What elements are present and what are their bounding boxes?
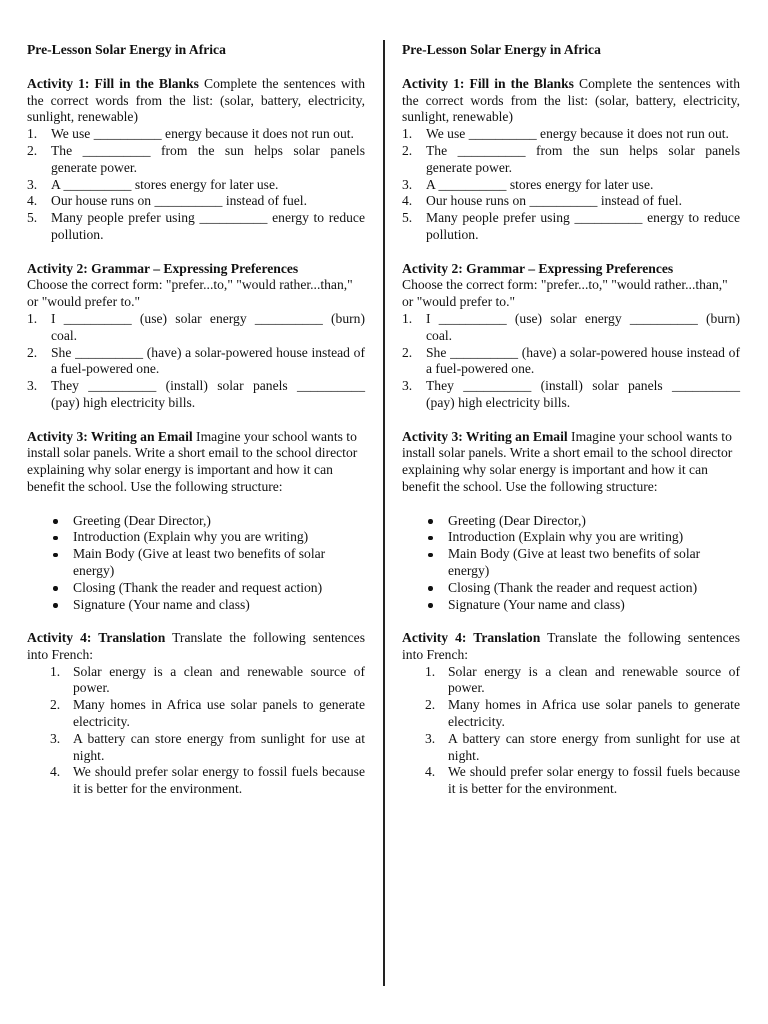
list-item: [402, 546, 740, 580]
item-number: 2.: [27, 142, 38, 158]
list-item: [402, 513, 740, 530]
list-item: [27, 126, 365, 143]
item-number: 1.: [402, 310, 413, 326]
list-item: [402, 311, 740, 345]
activity-4: [27, 630, 365, 798]
list-item: [27, 193, 365, 210]
bullet-icon: [53, 603, 58, 608]
item-number: 4.: [27, 193, 38, 209]
activity-4-instructions: Translate the following sentences into French:: [27, 630, 365, 662]
activity-3-heading: Activity 3: Writing an Email: [402, 428, 568, 444]
item-text: I __________ (use) solar energy __________ (burn) coal.: [51, 310, 365, 343]
activity-2-heading: Activity 2: Grammar – Expressing Preferences: [402, 260, 674, 276]
activity-2-heading: Activity 2: Grammar – Expressing Preferences: [27, 260, 299, 276]
item-number: 1.: [27, 310, 38, 326]
item-number: 4.: [50, 764, 61, 780]
item-text: Many homes in Africa use solar panels to generate electricity.: [448, 697, 740, 730]
activity-1: [402, 76, 740, 244]
item-number: 2.: [402, 344, 413, 360]
list-item: [27, 210, 365, 244]
bullet-icon: [428, 536, 433, 541]
activity-3: [402, 429, 740, 614]
list-item: [402, 345, 740, 379]
item-text: A __________ stores energy for later use.: [51, 176, 279, 192]
item-text: She __________ (have) a solar-powered house instead of a fuel-powered one.: [51, 344, 365, 377]
activity-4-intro: [27, 630, 365, 664]
list-item: [402, 580, 740, 597]
item-number: 3.: [425, 730, 436, 746]
list-item: [27, 697, 365, 731]
bullet-icon: [428, 519, 433, 524]
list-item: [402, 177, 740, 194]
list-item: [402, 126, 740, 143]
list-item: [402, 697, 740, 731]
activity-1-instructions: Complete the sentences with the correct words from the list: (solar, battery, electricity, sunlight, renewable): [27, 75, 366, 125]
worksheet-title: Pre-Lesson Solar Energy in Africa: [27, 42, 226, 57]
bullet-icon: [428, 586, 433, 591]
bullet-icon: [428, 553, 433, 558]
list-item: [27, 731, 365, 765]
activity-2-instructions: Choose the correct form: "prefer...to," "would rather...than," or "would prefer to.": [402, 277, 728, 310]
item-text: We use __________ energy because it does not run out.: [51, 126, 354, 142]
activity-4-heading: Activity 4: Translation: [27, 630, 166, 646]
activity-1-heading: Activity 1: Fill in the Blanks: [27, 75, 199, 91]
item-number: 5.: [27, 210, 38, 226]
item-number: 4.: [425, 764, 436, 780]
item-text: A __________ stores energy for later use.: [426, 176, 654, 192]
activity-4-instructions: Translate the following sentences into French:: [402, 630, 740, 662]
activity-4-list: [402, 664, 740, 798]
item-number: 1.: [425, 663, 436, 679]
item-number: 3.: [402, 176, 413, 192]
item-text: A battery can store energy from sunlight for use at night.: [448, 730, 740, 763]
item-text: We should prefer solar energy to fossil fuels because it is better for the environment.: [73, 764, 365, 797]
list-item: [402, 210, 740, 244]
item-text: Solar energy is a clean and renewable source of power.: [448, 663, 740, 696]
activity-4-list: [27, 664, 365, 798]
list-item: [27, 311, 365, 345]
bullet-icon: [53, 536, 58, 541]
item-text: We should prefer solar energy to fossil fuels because it is better for the environment.: [448, 764, 740, 797]
activity-1-intro: [27, 76, 365, 126]
item-text: Our house runs on __________ instead of fuel.: [426, 193, 682, 209]
item-text: Greeting (Dear Director,): [448, 512, 586, 528]
activity-3-instructions: Imagine your school wants to install solar panels. Write a short email to the school director explaining why solar energy is important and how it can benefit the school. Use the following structure:: [402, 428, 733, 494]
activity-2: [402, 261, 740, 412]
item-number: 1.: [402, 126, 413, 142]
item-text: The __________ from the sun helps solar panels generate power.: [51, 142, 365, 175]
list-item: [402, 378, 740, 412]
item-number: 3.: [50, 730, 61, 746]
list-item: [27, 143, 365, 177]
activity-2-list: [402, 311, 740, 412]
activity-1-list: [402, 126, 740, 244]
activity-2-list: [27, 311, 365, 412]
item-number: 3.: [27, 176, 38, 192]
item-number: 1.: [27, 126, 38, 142]
list-item: [402, 529, 740, 546]
item-text: Greeting (Dear Director,): [73, 512, 211, 528]
activity-1: [27, 76, 365, 244]
item-text: I __________ (use) solar energy __________ (burn) coal.: [426, 310, 740, 343]
item-text: Many homes in Africa use solar panels to generate electricity.: [73, 697, 365, 730]
list-item: [27, 664, 365, 698]
activity-1-list: [27, 126, 365, 244]
item-text: Introduction (Explain why you are writing): [448, 529, 684, 545]
item-text: Many people prefer using __________ energy to reduce pollution.: [426, 210, 740, 242]
item-number: 2.: [402, 142, 413, 158]
item-text: The __________ from the sun helps solar panels generate power.: [426, 142, 740, 175]
activity-2: [27, 261, 365, 412]
activity-1-heading: Activity 1: Fill in the Blanks: [402, 75, 574, 91]
item-text: Our house runs on __________ instead of fuel.: [51, 193, 307, 209]
item-text: They __________ (install) solar panels __________ (pay) high electricity bills.: [426, 378, 740, 410]
list-item: [402, 664, 740, 698]
activity-1-intro: [402, 76, 740, 126]
list-item: [27, 546, 365, 580]
list-item: [27, 345, 365, 379]
bullet-icon: [53, 553, 58, 558]
item-number: 3.: [27, 378, 38, 394]
list-item: [27, 580, 365, 597]
activity-4: [402, 630, 740, 798]
item-text: Closing (Thank the reader and request action): [448, 579, 698, 595]
item-text: Main Body (Give at least two benefits of solar energy): [73, 546, 326, 578]
list-item: [402, 597, 740, 614]
list-item: [27, 378, 365, 412]
list-item: [402, 764, 740, 798]
item-text: Introduction (Explain why you are writing): [73, 529, 309, 545]
activity-1-instructions: Complete the sentences with the correct words from the list: (solar, battery, electricity, sunlight, renewable): [402, 75, 741, 125]
list-item: [402, 143, 740, 177]
list-item: [402, 731, 740, 765]
column-divider: [383, 40, 385, 986]
item-number: 1.: [50, 663, 61, 679]
activity-3: [27, 429, 365, 614]
list-item: [27, 597, 365, 614]
item-number: 4.: [402, 193, 413, 209]
bullet-icon: [53, 519, 58, 524]
list-item: [27, 764, 365, 798]
item-text: Signature (Your name and class): [73, 596, 250, 612]
item-text: Main Body (Give at least two benefits of solar energy): [448, 546, 701, 578]
activity-4-intro: [402, 630, 740, 664]
bullet-icon: [53, 586, 58, 591]
activity-3-intro: [402, 429, 740, 496]
list-item: [27, 177, 365, 194]
activity-3-list: [402, 513, 740, 614]
activity-3-intro: [27, 429, 365, 496]
bullet-icon: [428, 603, 433, 608]
list-item: [27, 529, 365, 546]
list-item: [402, 193, 740, 210]
item-text: She __________ (have) a solar-powered house instead of a fuel-powered one.: [426, 344, 740, 377]
activity-3-instructions: Imagine your school wants to install solar panels. Write a short email to the school director explaining why solar energy is important and how it can benefit the school. Use the following structure:: [27, 428, 358, 494]
item-number: 2.: [50, 697, 61, 713]
item-text: They __________ (install) solar panels __________ (pay) high electricity bills.: [51, 378, 365, 410]
item-text: We use __________ energy because it does not run out.: [426, 126, 729, 142]
item-text: Solar energy is a clean and renewable source of power.: [73, 663, 365, 696]
item-number: 2.: [425, 697, 436, 713]
activity-4-heading: Activity 4: Translation: [402, 630, 541, 646]
item-text: Closing (Thank the reader and request action): [73, 579, 323, 595]
activity-3-heading: Activity 3: Writing an Email: [27, 428, 193, 444]
activity-2-instructions: Choose the correct form: "prefer...to," "would rather...than," or "would prefer to.": [27, 277, 353, 310]
item-number: 2.: [27, 344, 38, 360]
item-number: 5.: [402, 210, 413, 226]
item-text: A battery can store energy from sunlight for use at night.: [73, 730, 365, 763]
worksheet-left-column: [27, 42, 365, 815]
item-text: Signature (Your name and class): [448, 596, 625, 612]
worksheet-right-column: [402, 42, 740, 815]
worksheet-title: Pre-Lesson Solar Energy in Africa: [402, 42, 601, 57]
item-text: Many people prefer using __________ energy to reduce pollution.: [51, 210, 365, 242]
list-item: [27, 513, 365, 530]
activity-3-list: [27, 513, 365, 614]
item-number: 3.: [402, 378, 413, 394]
